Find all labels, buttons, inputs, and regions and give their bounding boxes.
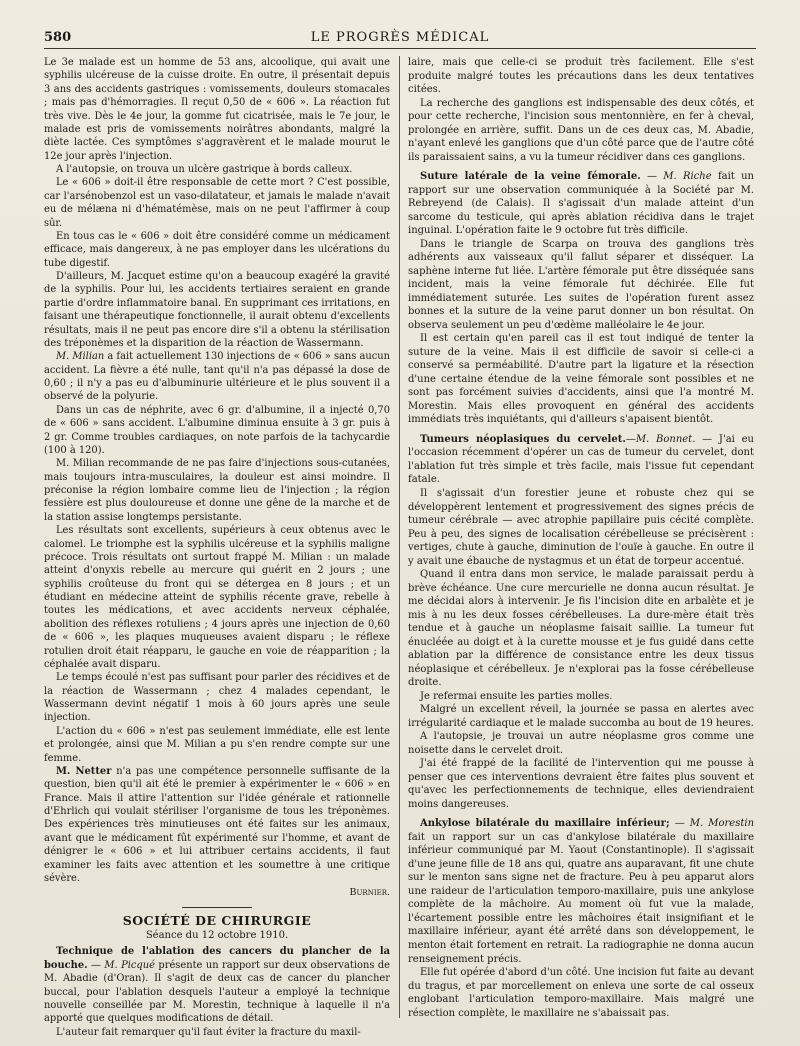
speaker-name: M. Netter <box>56 765 112 777</box>
paragraph: Le temps écoulé n'est pas suffisant pour parler des récidives et de la réaction de Wassermann ; chez 4 malades cependant, le Wassermann devint négatif 1 mois à 60 jours après une seule injection. <box>44 672 390 724</box>
paragraph-text: fait un rapport sur un cas d'ankylose bilatérale du maxillaire inférieur communiqué par M. Yaout (Constantinople). Il s'agissait d'une jeune fille de 18 ans qui, quatre ans auparavant, fit une chute sur le menton sans signe net de fracture. Peu à peu apparut alors une raideur de l'articulation temporo-maxillaire, puis une ankylose complète de la mâchoire. Au moment où fut vue la malade, l'écartement possible entre les mâchoires était insignifiant et le maxillaire inférieur, ayant été arrêté dans son développement, le menton était fortement en retrait. La radiographie ne donna aucun renseignement précis. <box>408 831 754 965</box>
session-date: Séance du 12 octobre 1910. <box>145 930 289 941</box>
paragraph: A l'autopsie, on trouva un ulcère gastrique à bords calleux. <box>56 164 353 175</box>
paragraph: M. Milian recommande de ne pas faire d'injections sous-cutanées, mais toujours intra-musculaires, la douleur est ainsi moindre. Il préconise la région lombaire comme lieu de l'injection ; la région fessière est plus douloureuse et donne une gêne de la marche et de la station assise longtemps persistante. <box>44 458 390 523</box>
paragraph: Technique de l'ablation des cancers du plancher de la bouche. — M. Picqué présente un rapport sur deux observations de M. Abadie (d'Oran). Il s'agit de deux cas de cancer du plancher buccal, pour l'ablation desquels l'auteur a employé la technique nouvelle conseillée par M. Morestin, technique à laquelle il n'a apporté que quelques modifications de détail. <box>44 946 391 1025</box>
paragraph: laire, mais que celle-ci se produit très facilement. Elle s'est produite malgré toutes les précautions dans les deux tentatives citées. <box>408 57 754 96</box>
speaker-name: M. Morestin <box>689 818 755 830</box>
paragraph: La recherche des ganglions est indispensable des deux côtés, et pour cette recherche, l'incision sous mentonnière, en fer à cheval, prolongée en arrière, suffit. Dans un de ces deux cas, M. Abadie, n'ayant enlevé les ganglions que d'un côté parce que de l'autre côté ils paraissaient sains, a vu la tumeur récidiver dans ces ganglions. <box>408 97 754 163</box>
page-number: 580 <box>44 30 72 45</box>
paragraph: Tumeurs néoplasiques du cervelet.—M. Bonnet. — J'ai eu l'occasion récemment d'opérer un cas de tumeur du cervelet, dont l'ablation fut très simple et très facile, mais l'issue fut cependant fatale. <box>408 433 754 486</box>
paragraph-text: présente un rapport sur deux observations de M. Abadie (d'Oran). Il s'agit de deux cas de cancer du plancher buccal, pour l'ablation desquels l'auteur a employé la technique nouvelle conseillée par M. Morestin, technique à laquelle il n'a apporté que quelques modifications de détail. <box>44 959 391 1025</box>
paragraph: Dans le triangle de Scarpa on trouva des ganglions très adhérents aux vaisseaux qu'il fallut séparer et disséquer. La saphène interne fut liée. L'artère fémorale put être disséquée sans incident, mais la veine fémorale fut déchirée. Elle fut immédiatement suturée. Les suites de l'opération furent assez bonnes et la suture de la veine parut donner un bon résultat. On observa seulement un peu d'œdème malléolaire le 4e jour. <box>408 238 754 331</box>
paragraph: L'action du « 606 » n'est pas seulement immédiate, elle est lente et prolongée, ainsi que M. Milian a pu s'en rendre compte sur une femme. <box>44 725 390 764</box>
paragraph: J'ai été frappé de la facilité de l'intervention qui me pousse à penser que ces interventions devraient être faites plus souvent et qu'avec les perfectionnements de technique, elles deviendraient moins dangereuses. <box>408 758 754 810</box>
speaker-name: M. Picqué <box>104 959 155 971</box>
column-divider <box>399 56 400 1018</box>
section-title: SOCIÉTÉ DE CHIRURGIE <box>122 912 312 928</box>
paragraph: Dans un cas de néphrite, avec 6 gr. d'albumine, il a injecté 0,70 de « 606 » sans accident. L'albumine diminua ensuite à 3 gr. puis à 2 gr. Comme troubles cardiaques, on note parfois de la tachycardie (100 à 120). <box>44 404 390 456</box>
paragraph: A l'autopsie, je trouvai un autre néoplasme gros comme une noisette dans le cervelet droit. <box>408 731 754 756</box>
paragraph-text: a fait actuellement 130 injections de « 606 » sans aucun accident. La fièvre a été nulle, tant qu'il n'a pas dépassé la dose de 0,60 ; il n'y a pas eu d'albuminurie ultérieure et le plus souvent il a observé de la polyurie. <box>44 351 390 403</box>
paragraph: Il s'agissait d'un forestier jeune et robuste chez qui se développèrent lentement et progressivement des signes précis de tumeur cérébrale — avec atrophie papillaire puis cécité complète. Peu à peu, des signes de localisation cérébelleuse se précisèrent : vertiges, chute à gauche, diminution de l'ouïe à gauche. En outre il y avait une ébauche de nystagmus et un état de torpeur accentué. <box>408 487 754 567</box>
paragraph: Elle fut opérée d'abord d'un côté. Une incision fut faite au devant du tragus, et par morcellement on enleva une sorte de cal osseux englobant l'articulation temporo-maxillaire. Mais malgré une résection complète, le maxillaire ne s'abaissait pas. <box>408 967 754 1019</box>
paragraph: Quand il entra dans mon service, le malade paraissait perdu à brève échéance. Une cure mercurielle ne donna aucun résultat. Je me décidai alors à intervenir. Je fis l'incision dite en arbalète et je mis à nu les deux fosses cérébelleuses. La dure-mère était très tendue et à gauche un néoplasme faisait saillie. La tumeur fut énucléée au doigt et à la curette mousse et je fus guidé dans cette ablation par la différence de consistance entre les deux tissus néoplasique et cérébelleux. Je n'explorai pas la fosse cérébelleuse droite. <box>408 569 754 689</box>
speaker-name: M. Milian <box>56 351 105 363</box>
paragraph <box>44 765 390 885</box>
left-column <box>44 56 390 1039</box>
speaker-name: M. Bonnet <box>635 433 693 445</box>
report-heading: Ankylose bilatérale du maxillaire inférieur; <box>420 818 670 830</box>
paragraph: D'ailleurs, M. Jacquet estime qu'on a beaucoup exagéré la gravité de la syphilis. Pour lui, les accidents tertiaires seraient en grande partie d'ordre inflammatoire banal. En supprimant ces irritations, en faisant une thérapeutique fonctionnelle, il aurait obtenu d'excellents résultats, mais il ne peut pas encore dire s'il a obtenu la stérilisation des tréponèmes et la disparition de la réaction de Wassermann. <box>44 271 390 349</box>
paragraph-text: fait un rapport sur une observation communiquée à la Société par M. Rebreyend (de Calais). Il s'agissait d'un malade atteint d'un sarcome du testicule, qui après ablation récidiva dans le trajet inguinal. L'opération faite le 9 octobre fut très difficile. <box>408 171 754 237</box>
running-title: LE PROGRÈS MÉDICAL <box>310 30 490 45</box>
report-heading: Suture latérale de la veine fémorale. <box>420 171 641 183</box>
paragraph: Malgré un excellent réveil, la journée se passa en alertes avec irrégularité cardiaque et le malade succomba au bout de 19 heures. <box>408 704 754 729</box>
paragraph: Je refermai ensuite les parties molles. <box>420 690 613 702</box>
paragraph-text: . — J'ai eu l'occasion récemment d'opérer un cas de tumeur du cervelet, dont l'ablation fut très simple et très facile, mais l'issue fut cependant fatale. <box>408 433 754 486</box>
report-heading: Technique de l'ablation des cancers du plancher de la bouche. <box>44 946 390 971</box>
paragraph: En tous cas le « 606 » doit être considéré comme un médicament efficace, mais dangereux, à ne pas employer dans les ulcérations du tube digestif. <box>44 230 390 269</box>
report-heading: Tumeurs néoplasiques du cervelet. <box>420 433 626 445</box>
right-column <box>408 56 754 1020</box>
paragraph: Suture latérale de la veine fémorale. — M. Riche fait un rapport sur une observation communiquée à la Société par M. Rebreyend (de Calais). Il s'agissait d'un malade atteint d'un sarcome du testicule, qui après ablation récidiva dans le trajet inguinal. L'opération faite le 9 octobre fut très difficile. <box>408 171 754 237</box>
paragraph-text: n'a pas une compétence personnelle suffisante de la question, bien qu'il ait été le premier à expérimenter le « 606 » en France. Mais il attire l'attention sur l'idée générale et rationnelle d'Ehrlich qui voulait stériliser l'organisme de tous les tréponèmes. Des expériences très minutieuses ont été faites sur les animaux, avant que le médicament fût expérimenté sur l'homme, et avant de dénigrer le « 606 » et lui attribuer certains accidents, il faut examiner les faits avec attention et les soumettre à une critique sévère. <box>44 765 390 884</box>
paragraph: Il est certain qu'en pareil cas il est tout indiqué de tenter la suture de la veine. Mais il est difficile de savoir si celle-ci a conservé sa perméabilité. D'autre part la ligature et la résection d'une certaine étendue de la veine fémorale sont possibles et ne sont pas forcément suivies d'accidents, ainsi que l'a montré M. Morestin. Mais elles provoquent en général des accidents immédiats très inquiétants, qui d'ailleurs s'apaisent bientôt. <box>408 333 754 426</box>
paragraph: Le « 606 » doit-il être responsable de cette mort ? C'est possible, car l'arsénobenzol est un vaso-dilatateur, et jamais le malade n'avait eu de mélæna ni d'hématémèse, mais on ne peut l'affirmer à coup sûr. <box>44 177 390 229</box>
author-signature: Burnier. <box>349 887 390 899</box>
paragraph: L'auteur fait remarquer qu'il faut éviter la fracture du maxil- <box>56 1026 361 1038</box>
speaker-name: M. Riche <box>663 171 712 183</box>
paragraph: Le 3e malade est un homme de 53 ans, alcoolique, qui avait une syphilis ulcéreuse de la cuisse droite. En outre, il présentait depuis 3 ans des accidents gastriques : vomissements, douleurs stomacales ; mais pas d'hémorragies. Il reçut 0,50 de « 606 ». La réaction fut très vive. Dès le 4e jour, la gomme fut cicatrisée, mais le 7e jour, le malade est pris de vomissements noirâtres abondants, malgré la diète lactée. Ces symptômes s'aggravèrent et le malade mourut le 12e jour après l'injection. <box>44 57 390 162</box>
section-divider <box>182 907 252 908</box>
paragraph: Les résultats sont excellents, supérieurs à ceux obtenus avec le calomel. Le triomphe est la syphilis ulcéreuse et la syphilis maligne précoce. Trois résultats ont surtout frappé M. Milian : un malade atteint d'onyxis rebelle au mercure qui guérit en 2 jours ; une syphilis croûteuse du front qui se détergea en 8 jours ; et un étudiant en médecine atteint de syphilis récente grave, rebelle à toutes les médications, et avec accidents nerveux céphalée, abolition des réflexes rotuliens ; 4 jours après une injection de 0,60 de « 606 », les plaques muqueuses avaient disparu ; le réflexe rotulien droit était réapparu, le gauche en voie de réapparition ; la céphalée avait disparu. <box>44 525 390 670</box>
paragraph: Ankylose bilatérale du maxillaire inférieur; — M. Morestin fait un rapport sur un cas d'ankylose bilatérale du maxillaire inférieur communiqué par M. Yaout (Constantinople). Il s'agissait d'une jeune fille de 18 ans qui, quatre ans auparavant, fit une chute sur le menton sans signe net de fracture. Peu à peu apparut alors une raideur de l'articulation temporo-maxillaire, puis une ankylose complète de la mâchoire. Au moment où fut vue la malade, l'écartement possible entre les mâchoires était insignifiant et le maxillaire inférieur, ayant été arrêté dans son développement, le menton était fortement en retrait. La radiographie ne donna aucun renseignement précis. <box>408 818 755 965</box>
paragraph <box>44 350 390 404</box>
header-rule <box>44 48 756 49</box>
